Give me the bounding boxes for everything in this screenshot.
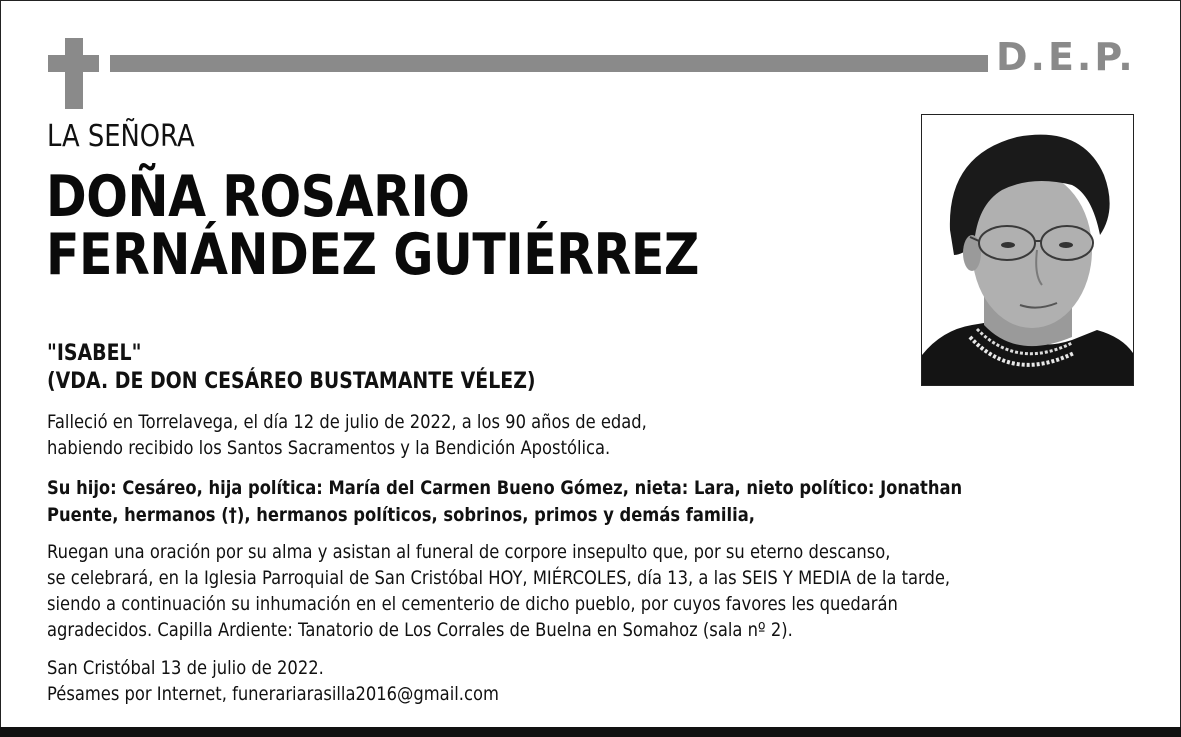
deceased-name-line1: DOÑA ROSARIO	[46, 164, 470, 230]
funeral-line: agradecidos. Capilla Ardiente: Tanatorio de Los Corrales de Buelna en Somahoz (sala nº 2).	[47, 619, 793, 641]
nickname: "ISABEL"	[47, 341, 142, 366]
cross-icon-arm	[48, 55, 99, 72]
death-notice	[47, 409, 647, 461]
bottom-rule	[0, 727, 1181, 737]
family-list	[47, 475, 962, 529]
funeral-line: se celebrará, en la Iglesia Parroquial de San Cristóbal HOY, MIÉRCOLES, día 13, a las SEIS Y MEDIA de la tarde,	[47, 567, 951, 589]
family-line: Puente, hermanos (†), hermanos políticos, sobrinos, primos y demás familia,	[47, 504, 755, 526]
funeral-details	[47, 539, 950, 643]
funeral-line: siendo a continuación su inhumación en el cementerio de dicho pueblo, por cuyos favores les quedarán	[47, 593, 898, 615]
deceased-name	[46, 164, 700, 288]
place-date: San Cristóbal 13 de julio de 2022.	[47, 657, 324, 679]
dep-label: D.E.P.	[996, 35, 1136, 79]
cross-icon	[65, 38, 83, 109]
honorific: LA SEÑORA	[47, 119, 195, 154]
death-notice-line: habiendo recibido los Santos Sacramentos y la Bendición Apostólica.	[47, 437, 611, 459]
nickname-block	[47, 340, 536, 396]
portrait-photo	[921, 114, 1134, 386]
funeral-line: Ruegan una oración por su alma y asistan al funeral de corpore insepulto que, por su eterno descanso,	[47, 541, 891, 563]
widow-of: (VDA. DE DON CESÁREO BUSTAMANTE VÉLEZ)	[47, 369, 536, 394]
condolences-email: Pésames por Internet, funerariarasilla2016@gmail.com	[47, 683, 499, 705]
family-line: Su hijo: Cesáreo, hija política: María del Carmen Bueno Gómez, nieta: Lara, nieto político: Jonathan	[47, 477, 963, 499]
deceased-name-line2: FERNÁNDEZ GUTIÉRREZ	[46, 222, 700, 288]
header-rule	[110, 55, 988, 72]
death-notice-line: Falleció en Torrelavega, el día 12 de julio de 2022, a los 90 años de edad,	[47, 411, 647, 433]
footer	[47, 655, 499, 707]
portrait-illustration	[922, 115, 1133, 385]
